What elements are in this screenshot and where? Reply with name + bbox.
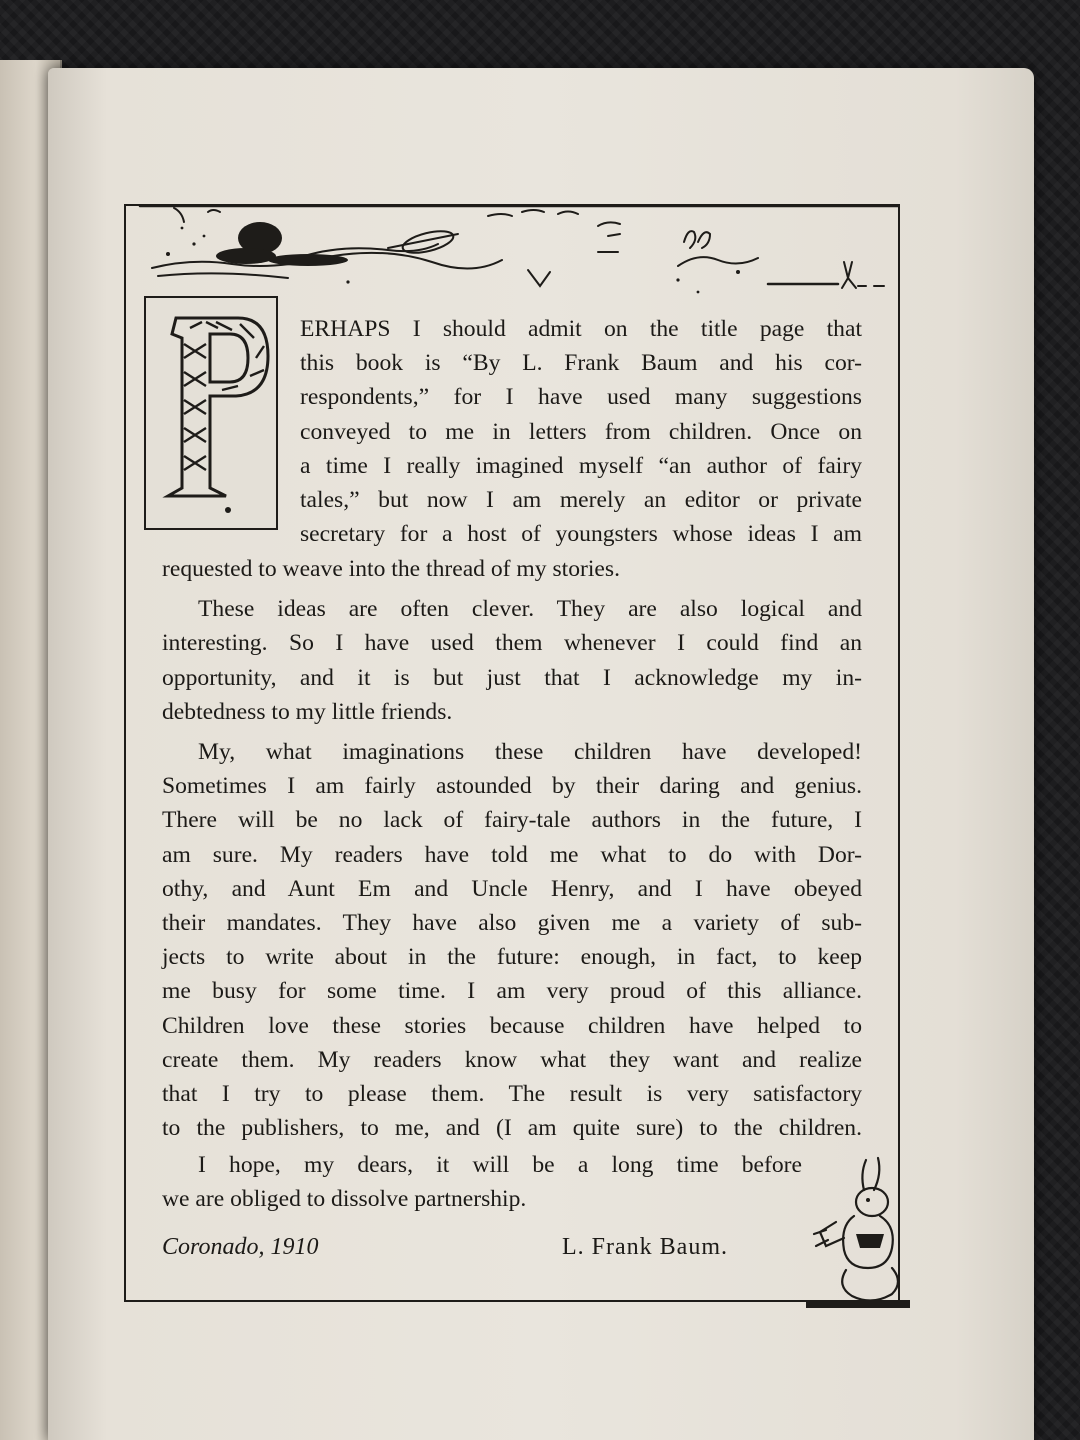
rabbit-corner-illustration [806,1150,910,1310]
paragraph-start-line: My, what imaginations these children have developed! [198,739,862,766]
author-signature: L. Frank Baum. [562,1234,728,1260]
text-line: am sure. My readers have told me what to do with Dor- [162,841,862,868]
place-and-date: Coronado, 1910 [162,1234,319,1260]
text-line: secretary for a host of youngsters whose ideas I am [300,521,862,548]
text-line: Sometimes I am fairly astounded by their daring and genius. [162,773,862,800]
paragraph-start-line: These ideas are often clever. They are also logical and [198,596,862,623]
text-line: to the publishers, to me, and (I am quite sure) to the children. [162,1115,862,1142]
text-line: opportunity, and it is but just that I acknowledge my in- [162,664,862,691]
header-illustration [138,198,898,306]
text-line: tales,” but now I am merely an editor or private [300,487,862,514]
paragraph-start-line: I hope, my dears, it will be a long time before [198,1152,802,1178]
drop-cap-letter-p [146,298,276,528]
text-line: There will be no lack of fairy-tale authors in the future, I [162,807,862,834]
closing-paragraph [162,1148,802,1216]
text-line: that I try to please them. The result is very satisfactory [162,1081,862,1108]
text-line: Children love these stories because children have helped to [162,1012,862,1039]
text-line: interesting. So I have used them whenever I could find an [162,630,862,657]
text-line: othy, and Aunt Em and Uncle Henry, and I have obeyed [162,875,862,902]
first-paragraph-beside-dropcap [300,312,862,551]
text-line: respondents,” for I have used many suggestions [300,384,862,411]
text-line: their mandates. They have also given me a variety of sub- [162,910,862,937]
text-line: jects to write about in the future: enough, in fact, to keep [162,944,862,971]
text-line: me busy for some time. I am very proud of this alliance. [162,978,862,1005]
text-line: a time I really imagined myself “an author of fairy [300,452,862,479]
text-line: conveyed to me in letters from children. Once on [300,418,862,445]
text-line: this book is “By L. Frank Baum and his cor- [300,350,862,377]
text-line: requested to weave into the thread of my stories. [162,556,620,582]
text-line: ERHAPS I should admit on the title page that [300,316,862,342]
text-line: create them. My readers know what they want and realize [162,1046,862,1073]
text-line: debtedness to my little friends. [162,698,453,725]
body-text [162,552,862,1145]
drop-cap-box [144,296,278,530]
text-line: we are obliged to dissolve partnership. [162,1186,527,1213]
